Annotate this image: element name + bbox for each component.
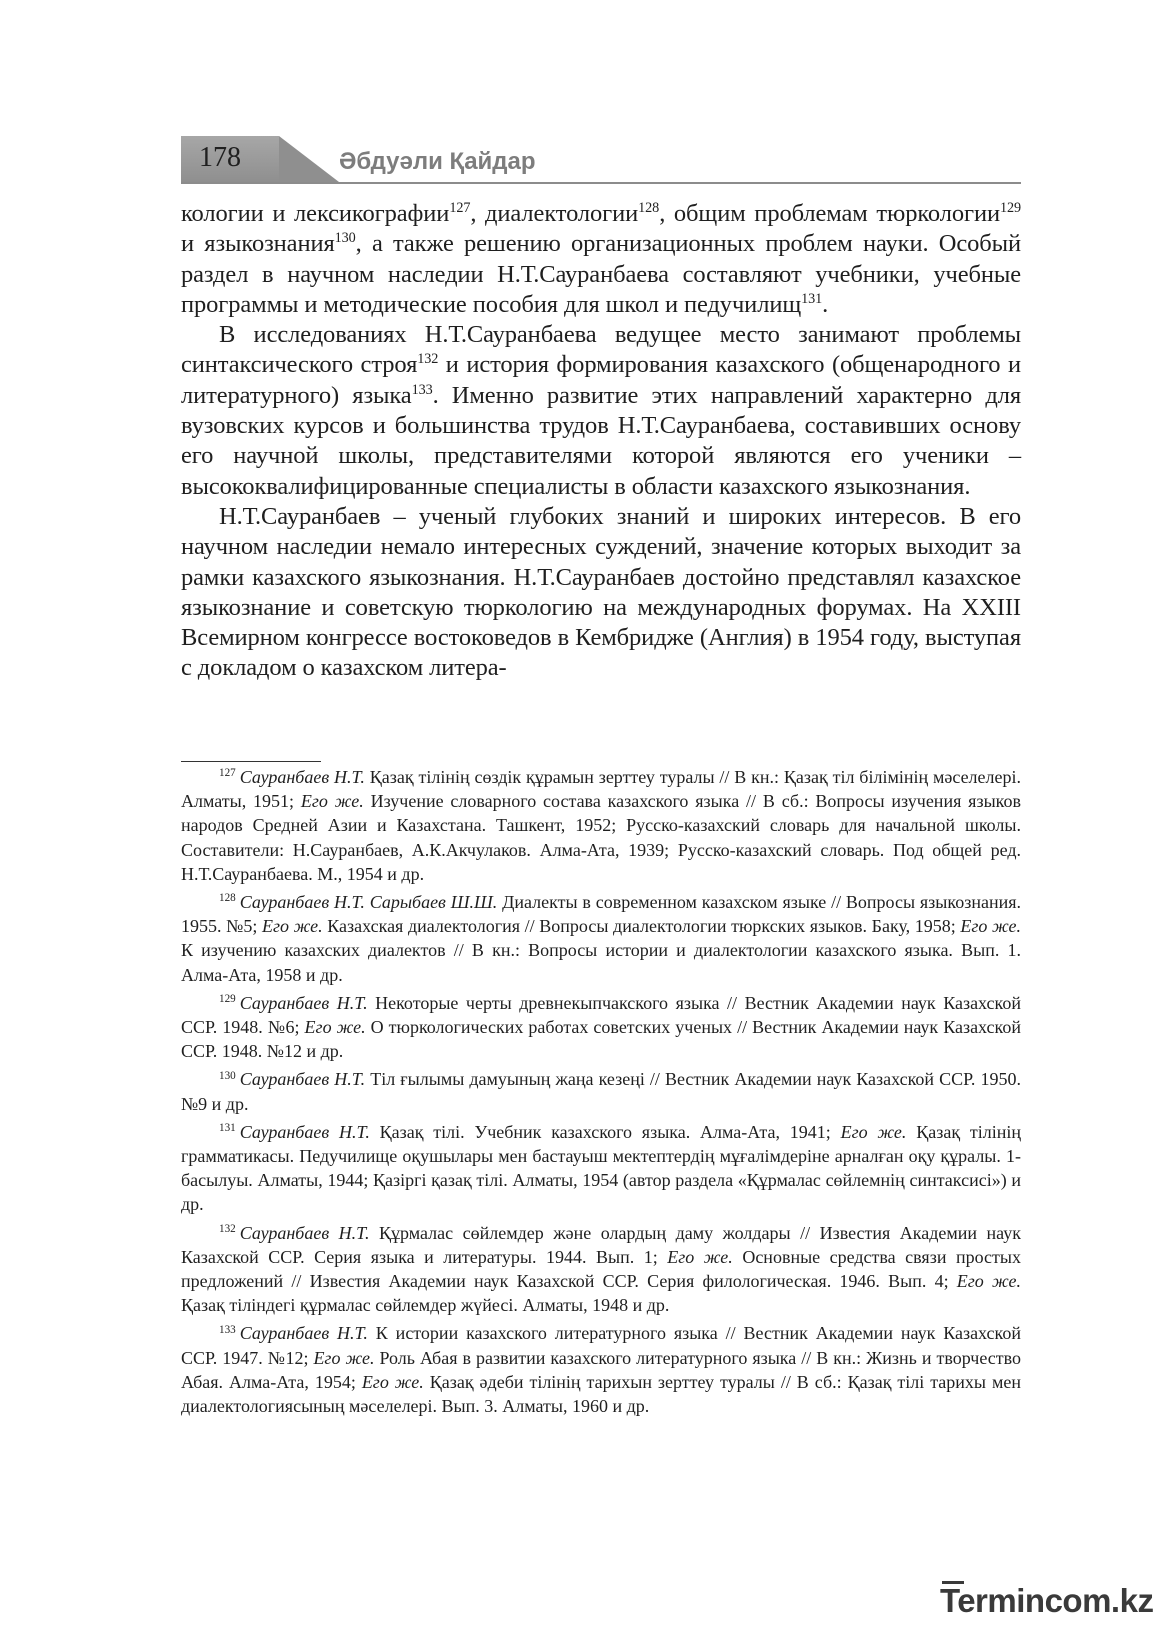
footnote-number: 131 <box>219 1122 236 1135</box>
paragraph-text: . <box>822 290 829 318</box>
main-text <box>181 199 1021 684</box>
paragraph-1 <box>181 199 1021 320</box>
paragraph-text: и языкознания <box>181 230 335 258</box>
footnote-text: Құрмалас сөйлемдер және олардың даму жолдары // Известия Академии наук Казахской ССР. Серия языка и литературы. 1944. Вып. 1; <box>181 1222 1021 1267</box>
footnote-ref: 129 <box>999 199 1021 216</box>
footnote-italic: Сауранбаев Н.Т. <box>239 1121 370 1142</box>
footnote-separator <box>181 761 321 762</box>
footnotes <box>181 765 1021 1422</box>
footnote-italic: Сауранбаев Н.Т. <box>239 992 368 1013</box>
paragraph-text: , диалектологии <box>470 200 639 227</box>
footnote-text: Қазақ әдеби тілінің тарихын зерттеу туралы // В сб.: Қазақ тілі тарихы мен диалектологиясының мәселелері. Вып. 3. Алматы, 1960 и др. <box>181 1371 1021 1417</box>
paragraph-text: В исследованиях Н.Т.Сауранбаева ведущее место занимают проблемы синтаксического строя <box>181 321 1021 379</box>
footnote-italic: Его же. <box>300 791 364 812</box>
footnote-ref: 128 <box>638 199 660 216</box>
footnote <box>181 765 1021 886</box>
footnote <box>181 1067 1021 1115</box>
running-head-author: Әбдуәли Қайдар <box>339 148 536 175</box>
footnote-ref: 130 <box>334 230 356 247</box>
footnote-text: Основные средства связи простых предложений // Известия Академии наук Казахской ССР. Серия филологическая. 1946. Вып. 4; <box>181 1246 1021 1292</box>
footnote-text: Диалекты в современном казахском языке // Вопросы языкознания. 1955. №5; <box>181 892 1021 937</box>
footnote-italic: Его же. <box>262 916 323 937</box>
footnote <box>181 890 1021 987</box>
paragraph-3: Н.Т.Сауранбаев – ученый глубоких знаний и широких интересов. В его научном наследии немало интересных суждений, значение которых выходит за рамки казахского языкознания. Н.Т.Сауранбаев достойно представлял казахское языкознание и советскую тюркологию на международных форумах. На XXIII Всемирном конгрессе востоковедов в Кембридже (Англия) в 1954 году, выступая с докладом о казахском литера- <box>181 502 1021 682</box>
paragraph-text: , общим проблемам тюркологии <box>659 200 1000 227</box>
paragraph-text: и история формирования казахского (общенародного и литературного) языка <box>181 351 1021 409</box>
footnote-text: Қазақ тілінің сөздік құрамын зерттеу туралы // В кн.: Қазақ тіл білімінің мәселелері. Алматы, 1951; <box>181 767 1021 812</box>
footnote-text: Қазақ тілі. Учебник казахского языка. Алма-Ата, 1941; <box>369 1121 841 1142</box>
footnote-italic: Его же. <box>667 1246 733 1267</box>
footnote-italic: Сауранбаев Н.Т. Сарыбаев Ш.Ш. <box>239 892 498 913</box>
paragraph-text: . Именно развитие этих направлений характерно для вузовских курсов и большинства трудов Н.Т.Сауранбаева, составивших основу его научной школы, представителями которой являются его ученики – высококвалифицированные специалисты в области казахского языкознания. <box>181 381 1021 500</box>
footnote-italic: Сауранбаев Н.Т. <box>239 767 365 787</box>
footnote-text: Тіл ғылымы дамуының жаңа кезеңі // Вестник Академии наук Казахской ССР. 1950. №9 и др. <box>181 1069 1021 1114</box>
footnote-ref: 131 <box>801 290 823 307</box>
footnote-italic: Его же. <box>313 1347 375 1368</box>
page-header <box>181 136 1021 186</box>
footnote-italic: Сауранбаев Н.Т. <box>239 1323 368 1344</box>
footnote-italic: Сауранбаев Н.Т. <box>239 1069 366 1090</box>
page-number-tab-wedge <box>279 136 339 182</box>
footnote <box>181 1221 1021 1318</box>
footnote-number: 130 <box>219 1069 236 1082</box>
paragraph-text: , а также решению организационных проблем науки. Особый раздел в научном наследии Н.Т.Сауранбаева составляют учебники, учебные программы и методические пособия для школ и педучилищ <box>181 230 1021 318</box>
footnote-text: Қазақ тілінің грамматикасы. Педучилище оқушылары мен бастауыш мектептердің мұғалімдеріне арналған оқу құралы. 1-басылуы. Алматы, 1944; Қазіргі қазақ тілі. Алматы, 1954 (автор раздела «Құрмалас сөйлемнің синтаксисі») и др. <box>181 1121 1021 1215</box>
page-number: 178 <box>199 142 241 173</box>
footnote-text: К истории казахского литературного языка // Вестник Академии наук Казахской ССР. 1947. №12; <box>181 1323 1021 1368</box>
footnote <box>181 991 1021 1064</box>
watermark-logo: Termincom.kz <box>940 1582 1154 1619</box>
footnote-number: 132 <box>219 1222 236 1235</box>
footnote-text: Казахская диалектология // Вопросы диалектологии тюркских языков. Баку, 1958; <box>322 916 961 937</box>
footnote-ref: 127 <box>449 199 471 216</box>
footnote-ref: 133 <box>411 381 433 398</box>
footnote-number: 133 <box>219 1323 236 1336</box>
footnote-italic: Его же. <box>840 1121 907 1142</box>
footnote-italic: Его же. <box>956 1271 1022 1292</box>
footnote-number: 129 <box>219 993 236 1006</box>
footnote-number: 127 <box>219 767 236 780</box>
footnote-italic: Сауранбаев Н.Т. <box>239 1222 370 1243</box>
footnote-text: О тюркологических работах советских ученых // Вестник Академии наук Казахской ССР. 1948. №12 и др. <box>181 1017 1021 1062</box>
page-number-tab <box>181 136 279 182</box>
footnote-text: Изучение словарного состава казахского языка // В сб.: Вопросы изучения языков народов Средней Азии и Казахстана. Ташкент, 1952; Русско-казахский словарь для начальной школы. Составители: Н.Сауранбаев, А.К.Акчулаков. Алма-Ата, 1939; Русско-казахский словарь. Под общей ред. Н.Т.Сауранбаева. М., 1954 и др. <box>181 791 1021 884</box>
footnote-italic: Его же. <box>304 1017 366 1038</box>
footnote-italic: Его же. <box>960 916 1022 937</box>
footnote-number: 128 <box>219 892 236 905</box>
footnote-italic: Его же. <box>361 1371 424 1392</box>
footnote <box>181 1321 1021 1418</box>
footnote-text: Қазақ тіліндегі құрмалас сөйлемдер жүйесі. Алматы, 1948 и др. <box>181 1295 670 1316</box>
paragraph-2 <box>181 320 1021 502</box>
footnote-text: Роль Абая в развитии казахского литературного языка // В кн.: Жизнь и творчество Абая. Алма-Ата, 1954; <box>181 1347 1021 1392</box>
footnote <box>181 1120 1021 1217</box>
header-rule <box>181 182 1021 184</box>
paragraph-text: кологии и лексикографии <box>181 200 450 227</box>
footnote-text: К изучению казахских диалектов // В кн.: Вопросы истории и диалектологии казахского языка. Вып. 1. Алма-Ата, 1958 и др. <box>181 940 1021 985</box>
footnote-ref: 132 <box>417 351 439 368</box>
footnote-text: Некоторые черты древнекыпчакского языка // Вестник Академии наук Казахской ССР. 1948. №6; <box>181 992 1021 1038</box>
